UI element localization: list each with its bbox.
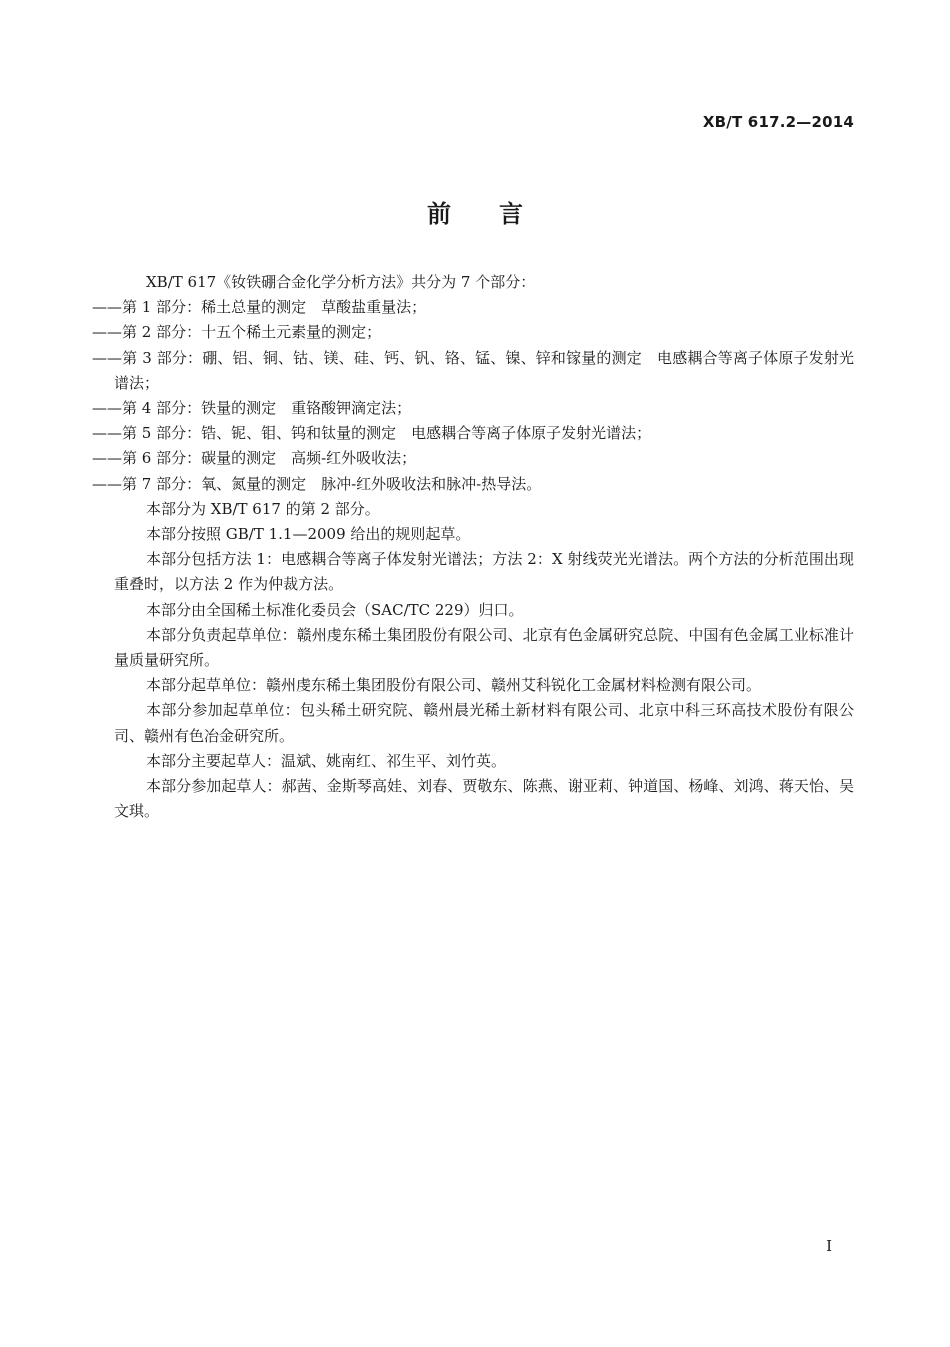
body-paragraph: 本部分为 XB/T 617 的第 2 部分。 [146,499,380,518]
body-paragraph: 本部分起草单位：赣州虔东稀土集团股份有限公司、赣州艾科锐化工金属材料检测有限公司。 [146,676,762,695]
page-title: 前言 [427,200,571,228]
part-item: ——第 3 部分：硼、铝、铜、钴、镁、硅、钙、钒、铬、锰、镍、锌和镓量的测定 电感耦合等离子体原子发射光谱法； [92,348,854,392]
intro-paragraph: XB/T 617《钕铁硼合金化学分析方法》共分为 7 个部分： [146,273,536,291]
page-number: I [826,1237,832,1255]
standard-code: XB/T 617.2—2014 [702,113,854,131]
body-paragraph: 本部分参加起草单位：包头稀土研究院、赣州晨光稀土新材料有限公司、北京中科三环高技术股份有限公司、赣州有色冶金研究所。 [114,701,854,745]
part-item: ——第 2 部分：十五个稀土元素量的测定； [92,323,382,342]
part-item: ——第 5 部分：锆、铌、钼、钨和钛量的测定 电感耦合等离子体原子发射光谱法； [92,424,652,443]
body-paragraph: 本部分包括方法 1：电感耦合等离子体发射光谱法；方法 2：X 射线荧光光谱法。两个方法的分析范围出现重叠时，以方法 2 作为仲裁方法。 [114,550,854,594]
part-item: ——第 7 部分：氧、氮量的测定 脉冲-红外吸收法和脉冲-热导法。 [92,474,542,493]
part-item: ——第 4 部分：铁量的测定 重铬酸钾滴定法； [92,399,412,418]
part-item: ——第 6 部分：碳量的测定 高频-红外吸收法； [92,449,417,468]
part-item: ——第 1 部分：稀土总量的测定 草酸盐重量法； [92,298,427,317]
body-paragraph: 本部分由全国稀土标准化委员会（SAC/TC 229）归口。 [146,600,524,619]
foreword-body [92,270,854,824]
body-paragraph: 本部分参加起草人：郝茜、金斯琴高娃、刘春、贾敬东、陈燕、谢亚莉、钟道国、杨峰、刘鸿、蒋天怡、吴文琪。 [114,777,854,821]
body-paragraph: 本部分负责起草单位：赣州虔东稀土集团股份有限公司、北京有色金属研究总院、中国有色金属工业标准计量质量研究所。 [114,625,854,670]
body-paragraph: 本部分主要起草人：温斌、姚南红、祁生平、刘竹英。 [146,751,507,770]
body-paragraph: 本部分按照 GB/T 1.1—2009 给出的规则起草。 [146,525,471,544]
